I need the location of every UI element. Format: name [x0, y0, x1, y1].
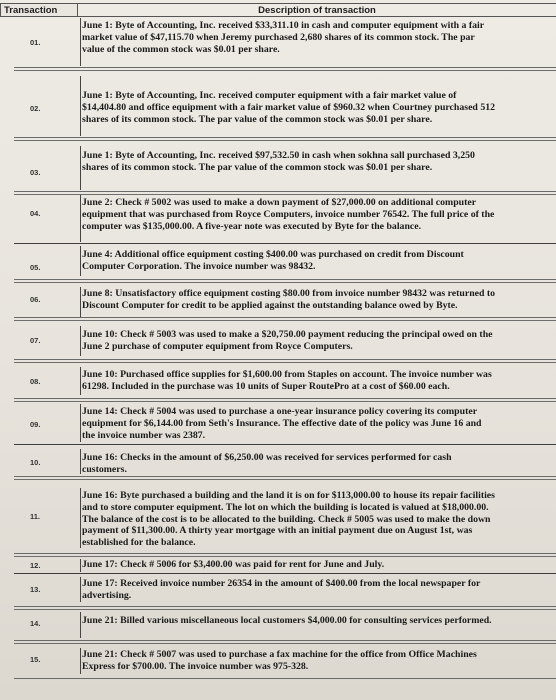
column-divider [80, 404, 81, 442]
table-row [0, 648, 556, 674]
transaction-description: June 1: Byte of Accounting, Inc. received $97,532.50 in cash when sokhna sall purchased 3,250 shares of its common stock. The par value of the common stock was $0.01 per share. [82, 150, 475, 173]
table-row [0, 18, 556, 66]
table-row [0, 287, 556, 317]
table-row [0, 559, 556, 572]
transaction-description: June 14: Check # 5004 was used to purchase a one-year insurance policy covering its computer equipment for $6,144.00 from Seth's Insurance. The effective date of the policy was June 16 and the invoice number was 2387. [82, 406, 482, 441]
table-row [0, 326, 556, 356]
transaction-number: 02. [30, 104, 41, 113]
transaction-description: June 16: Byte purchased a building and the land it is on for $113,000.00 to house its repair facilities and to store computer equipment. The lot on which the building is located is valued at $18,000.00. The balance of the cost is to be allocated to the building. Check # 5005 was used to make the down payment of $11,300.00. A thirty year mortgage with an initial payment due on August 1st, was established for the balance. [82, 490, 495, 549]
column-divider [80, 488, 81, 548]
column-divider [80, 367, 81, 395]
table-row [0, 76, 556, 136]
transaction-number: 03. [30, 168, 41, 177]
table-row [0, 577, 556, 602]
column-divider [80, 76, 81, 136]
table-row [0, 449, 556, 474]
transaction-number: 09. [30, 420, 41, 429]
table-row [0, 488, 556, 548]
table-row [0, 404, 556, 442]
row-divider [14, 553, 556, 554]
transaction-description: June 10: Check # 5003 was used to make a $20,750.00 payment reducing the principal owed on the June 2 purchase of computer equipment from Royce Computers. [82, 329, 493, 352]
transaction-description: June 17: Received invoice number 26354 in the amount of $400.00 from the local newspaper for advertising. [82, 578, 481, 601]
transaction-description: June 16: Checks in the amount of $6,250.00 was received for services performed for cash customers. [82, 452, 452, 475]
transaction-number: 11. [30, 512, 41, 521]
transaction-description: June 4: Additional office equipment costing $400.00 was purchased on credit from Discount Computer Corporation. The invoice number was 98432. [82, 249, 464, 272]
transaction-number: 06. [30, 295, 41, 304]
transaction-description: June 21: Billed various miscellaneous local customers $4,000.00 for consulting services performed. [82, 615, 492, 626]
table-row [0, 195, 556, 242]
row-divider [14, 573, 556, 574]
row-divider [14, 640, 556, 641]
transaction-description: June 2: Check # 5002 was used to make a down payment of $27,000.00 on additional computer equipment that was purchased from Royce Computers, invoice number 76542. The full price of the computer was $135,000.00. A five-year note was executed by Byte for the balance. [82, 197, 495, 232]
column-divider [80, 287, 81, 317]
row-divider [14, 191, 556, 192]
column-divider [80, 146, 81, 190]
transaction-description: June 8: Unsatisfactory office equipment costing $80.00 from invoice number 98432 was returned to Discount Computer for credit to be applied against the outstanding balance owed by Byte. [82, 288, 496, 311]
table-row [0, 367, 556, 395]
column-divider [80, 612, 81, 638]
transaction-number: 10. [30, 458, 41, 467]
row-divider [14, 317, 556, 318]
column-divider [80, 326, 81, 356]
transaction-number: 05. [30, 263, 41, 272]
transaction-description: June 1: Byte of Accounting, Inc. received computer equipment with a fair market value of $14,404.80 and office equipment with a fair market value of $960.32 when Courtney purchased 512 shares of its common stock. The par value of the common stock was $0.01 per share. [82, 90, 496, 125]
column-divider [80, 18, 81, 66]
transaction-number: 14. [30, 619, 41, 628]
row-divider [14, 444, 556, 445]
column-divider [80, 449, 81, 474]
row-divider [14, 476, 556, 477]
column-divider [80, 195, 81, 242]
transaction-number: 12. [30, 561, 41, 570]
table-row [0, 246, 556, 276]
table-row [0, 612, 556, 638]
transaction-number: 01. [30, 38, 41, 47]
row-divider [14, 359, 556, 360]
column-divider [80, 577, 81, 602]
row-divider [14, 67, 556, 68]
transaction-description: June 17: Check # 5006 for $3,400.00 was paid for rent for June and July. [82, 559, 385, 570]
transaction-description: June 21: Check # 5007 was used to purchase a fax machine for the office from Office Machines Express for $700.00. The invoice number was 975-328. [82, 649, 477, 672]
transaction-number: 13. [30, 585, 41, 594]
row-divider [14, 279, 556, 280]
row-divider [14, 398, 556, 399]
transaction-number: 04. [30, 209, 41, 218]
column-divider [80, 648, 81, 674]
row-divider [14, 606, 556, 607]
column-divider [80, 559, 81, 572]
transaction-number: 15. [30, 655, 41, 664]
transaction-number: 07. [30, 336, 41, 345]
row-divider [14, 243, 556, 244]
table-row [0, 146, 556, 190]
transaction-column-header: Transaction [0, 3, 78, 17]
column-divider [80, 246, 81, 276]
transaction-description: June 10: Purchased office supplies for $1,600.00 from Staples on account. The invoice number was 61298. Included in the purchase was 10 units of Super RoutePro at a cost of $60.00 each. [82, 369, 492, 392]
row-divider [14, 678, 556, 679]
description-column-header: Description of transaction [78, 3, 556, 17]
transaction-description: June 1: Byte of Accounting, Inc. received $33,311.10 in cash and computer equipment with a fair market value of $47,115.70 when Jeremy purchased 2,680 shares of its common stock. The par value of the common stock was $0.01 per share. [82, 20, 484, 55]
table-header [0, 0, 556, 18]
row-divider [14, 137, 556, 138]
transaction-number: 08. [30, 377, 41, 386]
